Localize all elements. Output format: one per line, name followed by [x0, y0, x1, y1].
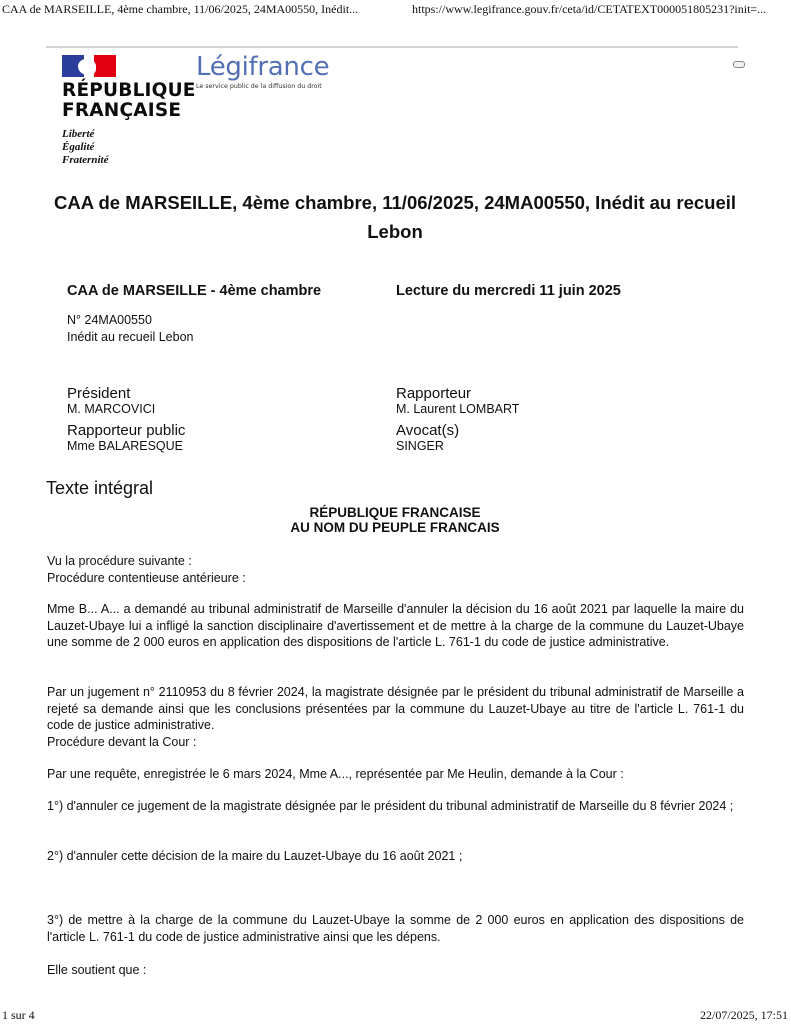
legifrance-wordmark: Légifrance [196, 52, 330, 82]
print-header [0, 0, 791, 20]
section-heading-texte-integral: Texte intégral [46, 478, 154, 498]
header-divider [46, 46, 738, 48]
paragraph-jugement: Par un jugement n° 2110953 du 8 février 2024, la magistrate désignée par le président du tribunal administratif de Marseille a rejeté sa demande ainsi que les conclusions présentées par la commune du Lauzet-Ubaye au titre de l'article L. 761-1 du code de justice administrative. Procédure devant la Cour : [47, 685, 744, 749]
republique-francaise-logo [62, 55, 202, 175]
print-datetime: 22/07/2025, 17:51 [699, 1008, 788, 1022]
publication-status: Inédit au recueil Lebon [67, 330, 194, 344]
paragraph-requete: Par une requête, enregistrée le 6 mars 2024, Mme A..., représentée par Me Heulin, demande à la Cour : [47, 767, 624, 781]
role-label: Avocat(s) [396, 422, 460, 439]
role-label: Président [67, 385, 131, 402]
republique-francaise-wordmark: RÉPUBLIQUE FRANÇAISE [62, 80, 196, 121]
print-footer [0, 1006, 791, 1024]
role-name: SINGER [396, 439, 444, 453]
role-name: M. MARCOVICI [67, 402, 156, 416]
paragraph-demande: Mme B... A... a demandé au tribunal administratif de Marseille d'annuler la décision du 16 août 2021 par laquelle la maire du Lauzet-Ubaye lui a infligé la sanction disciplinaire d'avertissement et de mettre à la charge de la commune du Lauzet-Ubaye une somme de 2 000 euros en application des dispositions de l'article L. 761-1 du code de justice administrative. [47, 602, 744, 649]
print-page-title: CAA de MARSEILLE, 4ème chambre, 11/06/2025, 24MA00550, Inédit... [2, 2, 359, 16]
case-number: N° 24MA00550 [67, 313, 152, 327]
paragraph-conclusion-1: 1°) d'annuler ce jugement de la magistrate désignée par le président du tribunal administratif de Marseille du 8 février 2024 ; [47, 799, 734, 813]
print-page-url: https://www.legifrance.gouv.fr/ceta/id/CETATEXT000051805231?init=... [412, 2, 767, 16]
document-title: CAA de MARSEILLE, 4ème chambre, 11/06/2025, 24MA00550, Inédit au recueil Lebon [53, 192, 737, 242]
role-label: Rapporteur [396, 385, 472, 402]
legifrance-logo[interactable] [196, 52, 329, 90]
paragraph-conclusion-2: 2°) d'annuler cette décision de la maire du Lauzet-Ubaye du 16 août 2021 ; [47, 849, 463, 863]
role-name: M. Laurent LOMBART [396, 402, 520, 416]
role-label: Rapporteur public [67, 422, 186, 439]
role-rapporteur-public [67, 422, 185, 454]
paragraph-conclusion-3: 3°) de mettre à la charge de la commune du Lauzet-Ubaye la somme de 2 000 euros en application des dispositions de l'article L. 761-1 du code de justice administrative ainsi que les dépens. [47, 913, 744, 944]
marianne-flag-icon [62, 55, 116, 77]
case-metadata [67, 312, 193, 346]
role-president [67, 385, 155, 417]
lecture-date: Lecture du mercredi 11 juin 2025 [396, 283, 621, 299]
court-chamber: CAA de MARSEILLE - 4ème chambre [67, 283, 322, 299]
legifrance-tagline: Le service public de la diffusion du droit [196, 83, 322, 90]
role-avocats [396, 422, 459, 454]
page-counter: 1 sur 4 [2, 1008, 35, 1022]
paragraph-soutient: Elle soutient que : [47, 963, 147, 977]
decision-banner: RÉPUBLIQUE FRANCAISE AU NOM DU PEUPLE FRANCAIS [290, 505, 500, 535]
menu-toggle-button[interactable] [733, 61, 745, 68]
role-rapporteur [396, 385, 519, 417]
republic-motto: Liberté Égalité Fraternité [62, 128, 109, 166]
role-name: Mme BALARESQUE [67, 439, 184, 453]
procedure-intro: Vu la procédure suivante : Procédure contentieuse antérieure : [47, 554, 246, 585]
